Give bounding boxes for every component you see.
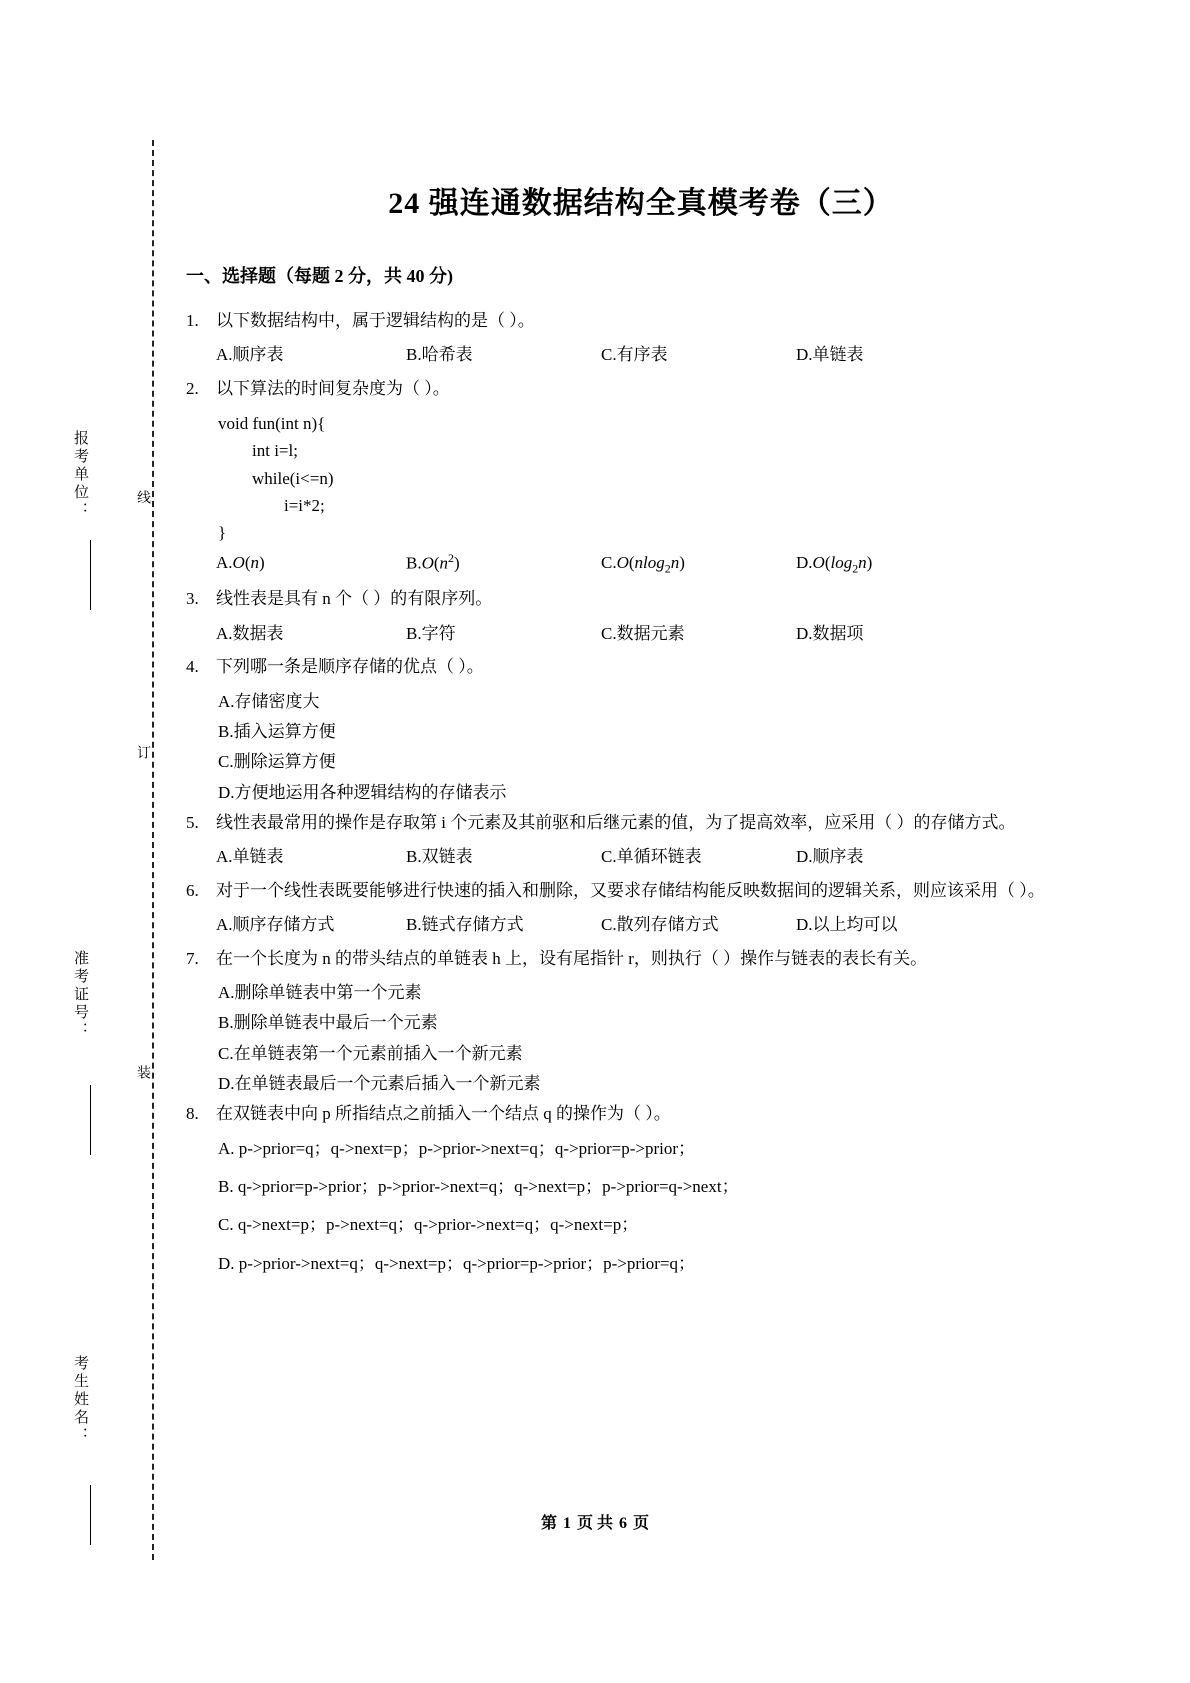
question-8-text: 在双链表中向 p 所指结点之前插入一个结点 q 的操作为（ ）。 [216, 1104, 671, 1124]
question-6-text: 对于一个线性表既要能够进行快速的插入和删除，又要求存储结构能反映数据间的逻辑关系，则应该采用（ ）。 [216, 880, 1045, 900]
code-line-4: i=i*2; [284, 495, 325, 515]
question-2-option-c: C.O(nlog$_2$n) [601, 553, 685, 576]
question-1-option-b: B.哈希表 [406, 345, 473, 365]
code-line-5: } [218, 522, 227, 542]
question-3-option-c: C.数据元素 [601, 623, 685, 643]
document-body [186, 150, 1096, 1281]
question-8 [186, 1101, 1096, 1127]
margin-label-name: 考生姓名： [72, 1355, 88, 1445]
code-line-2: int i=l; [252, 441, 298, 461]
question-7-text: 在一个长度为 n 的带头结点的单链表 h 上，设有尾指针 r，则执行（ ）操作与链表的表长有关。 [216, 948, 928, 968]
question-7-option-b: B.删除单链表中最后一个元素 [218, 1013, 438, 1033]
margin-rule-unit [90, 540, 91, 610]
question-6 [186, 878, 1096, 904]
question-4-option-a: A.存储密度大 [218, 691, 320, 711]
question-5-text: 线性表最常用的操作是存取第 i 个元素及其前驱和后继元素的值，为了提高效率，应采用（ ）的存储方式。 [216, 812, 1016, 832]
question-1-option-a: A.顺序表 [216, 345, 284, 365]
question-4-option-c: C.删除运算方便 [218, 752, 336, 772]
margin-label-unit: 报考单位： [72, 430, 88, 520]
page-title: 24 强连通数据结构全真模考卷（三） [388, 187, 894, 220]
code-line-3: while(i<=n) [252, 468, 334, 488]
question-3-text: 线性表是具有 n 个（ ）的有限序列。 [216, 589, 493, 609]
question-2-option-b: $B.O(n^2)$ [406, 551, 460, 573]
code-line-1: void fun(int n){ [218, 414, 326, 434]
question-1-text: 以下数据结构中，属于逻辑结构的是（ ）。 [216, 311, 535, 330]
question-1 [186, 308, 1096, 334]
question-2-code [218, 410, 1096, 546]
question-6-options [216, 912, 1096, 938]
question-6-option-c: C.散列存储方式 [601, 915, 719, 935]
footer-middle: 页 共 [576, 1515, 613, 1532]
margin-label-line: 线 [135, 490, 150, 507]
question-8-option-d: D. p->prior->next=q；q->next=p；q->prior=p->prior；p->prior=q； [218, 1253, 695, 1273]
question-3-option-d: D.数据项 [796, 623, 864, 643]
question-3-options [216, 621, 1096, 647]
question-3 [186, 586, 1096, 612]
question-2-text: 以下算法的时间复杂度为（ ）。 [216, 378, 450, 398]
question-1-option-d: D.单链表 [796, 345, 864, 365]
question-5-number: 5. [186, 812, 199, 832]
question-6-option-a: A.顺序存储方式 [216, 915, 335, 935]
question-5 [186, 810, 1096, 836]
question-7-number: 7. [186, 948, 199, 968]
question-5-option-d: D.顺序表 [796, 847, 864, 867]
question-3-number: 3. [186, 589, 199, 609]
question-5-option-b: B.双链表 [406, 847, 473, 867]
question-1-options [216, 342, 1096, 368]
footer-page-number: 1 [562, 1515, 571, 1532]
question-1-number: 1. [186, 311, 199, 330]
question-6-number: 6. [186, 880, 199, 900]
margin-rule-ticket [90, 1085, 91, 1155]
question-2 [186, 376, 1096, 402]
question-3-option-b: B.字符 [406, 623, 456, 643]
margin-label-bind: 装 [135, 1065, 150, 1082]
question-8-option-b: B. q->prior=p->prior；p->prior->next=q；q->next=p；p->prior=q->next； [218, 1177, 739, 1197]
question-4-number: 4. [186, 657, 199, 677]
question-2-option-d: $D.O(\log_2n)$ [796, 553, 873, 576]
question-3-option-a: A.数据表 [216, 623, 284, 643]
margin-strip [60, 140, 170, 1560]
question-5-option-a: A.单链表 [216, 847, 284, 867]
question-2-options [216, 550, 1096, 578]
question-2-number: 2. [186, 378, 199, 398]
question-4 [186, 654, 1096, 680]
footer-suffix: 页 [633, 1515, 650, 1532]
question-7-option-c: C.在单链表第一个元素前插入一个新元素 [218, 1043, 523, 1063]
section-heading: 一、选择题（每题 2 分，共 40 分) [186, 266, 453, 286]
question-6-option-b: B.链式存储方式 [406, 915, 524, 935]
question-7-option-a: A.删除单链表中第一个元素 [218, 982, 422, 1002]
question-8-option-a: A. p->prior=q；q->next=p；p->prior->next=q；q->prior=p->prior； [218, 1138, 695, 1158]
footer-prefix: 第 [540, 1515, 557, 1532]
question-4-option-b: B.插入运算方便 [218, 721, 336, 741]
margin-label-ticket: 准考证号： [72, 950, 88, 1040]
question-5-options [216, 844, 1096, 870]
page-footer [0, 1510, 1190, 1533]
question-8-option-c: C. q->next=p；p->next=q；q->prior->next=q；q->next=p； [218, 1215, 639, 1235]
question-7-option-d: D.在单链表最后一个元素后插入一个新元素 [218, 1074, 541, 1093]
question-1-option-c: C.有序表 [601, 345, 668, 365]
question-4-option-d: D.方便地运用各种逻辑结构的存储表示 [218, 782, 507, 802]
question-5-option-c: C.单循环链表 [601, 847, 702, 867]
question-8-number: 8. [186, 1104, 199, 1124]
question-6-option-d: D.以上均可以 [796, 915, 898, 935]
question-7 [186, 946, 1096, 972]
margin-label-order: 订 [135, 745, 150, 762]
question-4-text: 下列哪一条是顺序存储的优点（ ）。 [216, 657, 484, 677]
footer-total-pages: 6 [619, 1515, 627, 1532]
question-2-option-a: A.O(n) [216, 553, 265, 573]
